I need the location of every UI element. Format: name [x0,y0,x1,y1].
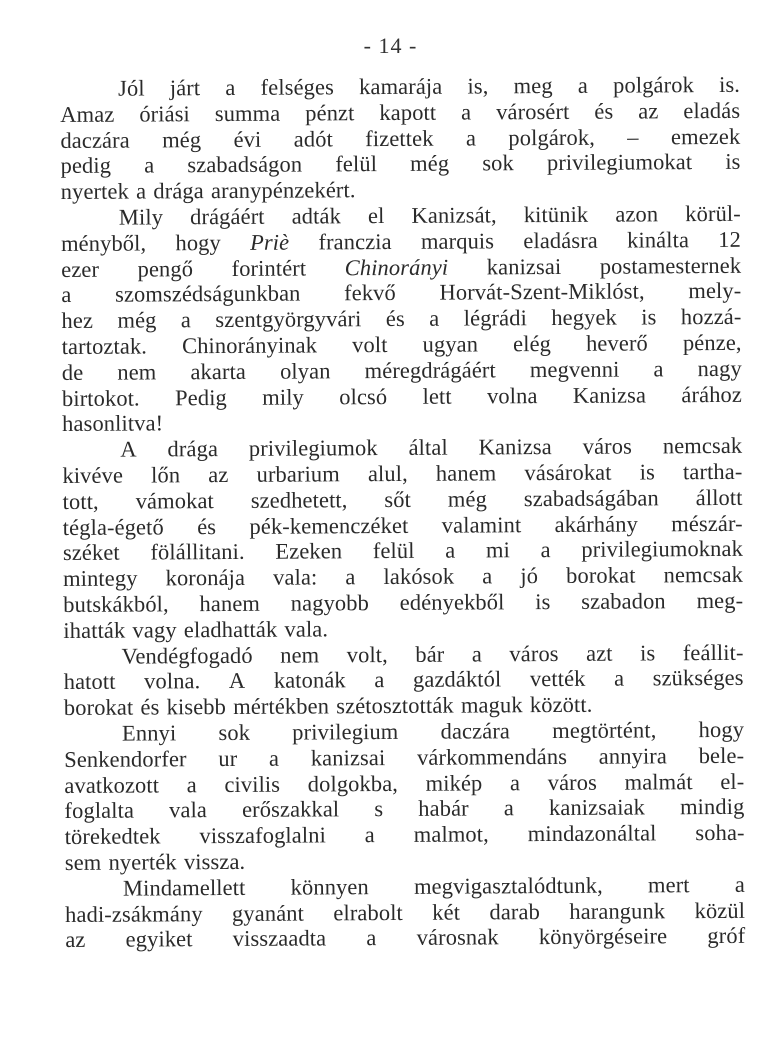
word: ihatták [63,617,126,643]
word: nemcsak [662,432,743,459]
word: mindig [679,794,745,820]
word: elég [513,330,552,357]
word: privilegiumokat [546,149,693,176]
word: és [594,98,614,124]
word: koronája [165,565,246,591]
word: visszaadta [232,925,327,952]
word: a [540,537,551,563]
word: pengő [137,255,194,282]
word: a [180,307,192,333]
word: szabadságon [187,151,303,178]
text-line-words [61,278,741,308]
word: mily [262,384,304,410]
word: Kanizsa [572,381,647,408]
word: nem [117,359,157,385]
word: Mindamellett [122,874,246,901]
word: a [577,72,589,98]
word: avatkozott [64,771,160,798]
word: A [120,436,137,462]
text-line-words [63,536,743,566]
word: alul, [367,460,408,487]
word: mely- [688,278,742,304]
word: hatott [63,669,116,695]
word: – [627,124,639,150]
word: városnak [416,924,499,951]
text-line-words [120,433,742,463]
word: is [641,304,657,330]
word: erőszakkal [241,796,340,823]
word: nagyobb [290,590,370,616]
word: A [228,668,246,694]
word: még [117,307,157,333]
text-line-words [62,381,742,411]
word: a [366,925,377,951]
word: soha- [695,819,745,846]
text-line [62,330,742,360]
text-line-words [63,588,743,618]
word: város [509,640,559,666]
word: a [135,178,147,204]
word: járt [169,75,201,101]
word: tégla-égető [62,513,164,540]
word: az [208,461,229,488]
word: fizettek [365,125,434,151]
text-line-words [65,923,745,953]
word: vásárokat [524,459,612,486]
word: hegyek [551,304,617,331]
word: még [447,486,487,512]
word: volna [486,382,538,408]
word: mikép [425,769,483,796]
word: egyiket [125,926,193,952]
word: felül [335,151,378,177]
word: butskákból, [63,591,169,617]
word: szomszédságunkban [114,280,301,308]
word: Ezeken [275,538,343,565]
word: Jól [117,75,145,101]
word: gazdáktól [412,666,502,693]
text-line [62,381,742,411]
word: a [461,99,472,125]
word: mindazonáltal [527,820,657,847]
word: vissza. [183,848,246,875]
word: is [725,149,741,175]
word: törekedtek [64,823,161,850]
word: város [582,433,633,459]
word: akarta [190,358,247,384]
word: feállit- [682,639,744,665]
word: eladás [683,97,741,123]
word: bár [415,641,445,667]
word: borokat [63,694,134,721]
word: között. [529,691,593,718]
text-line-words [123,872,745,902]
text-line [61,278,741,308]
word: sem [64,849,102,875]
word: nemcsak [663,561,744,588]
word: hanem [199,590,261,617]
word: szentgyörgyvári [215,306,362,333]
word: mészár- [671,510,743,536]
word: harangunk [569,897,666,924]
word: a [509,769,521,795]
word: könyörgéseire [538,923,668,950]
word: lett [422,383,452,409]
word: civilis [224,771,281,797]
word: meg [513,72,553,99]
word: Ennyi [121,720,177,746]
word: daczára [440,718,511,744]
word: tartoztak. [61,333,148,359]
word: a [61,282,72,308]
word: a [445,537,456,563]
word: gróf [707,923,746,949]
word: azt [586,640,613,666]
word: malmát [624,768,693,795]
text-line [65,820,745,850]
text-line-words [122,717,744,747]
word: sőt [384,486,412,512]
word: méregdrágáért [364,357,496,383]
word: eladásra [523,227,598,253]
word: a [734,871,745,897]
word: a [465,125,477,151]
word: ugyan [422,331,479,357]
word: légrádi [463,305,527,331]
text-line-words [121,639,743,669]
text-line-words [119,201,741,231]
text-line [63,536,743,566]
word: polgárok [613,72,694,98]
word: megvigasztalódtunk, [413,872,603,899]
word: drágáért [190,203,265,230]
word: birtokot. [61,385,140,411]
word: a [225,74,236,100]
word: sok [218,719,251,745]
word: is, [467,73,489,99]
word: ményből, [60,230,147,256]
word: könnyen [290,873,369,900]
word: elrabolt [333,899,403,925]
text-line [65,923,745,953]
word: privilegium [292,718,399,745]
word: urbarium [256,461,340,487]
word: katonák [273,667,346,694]
word: az [65,927,86,953]
word: is [640,639,656,665]
word: marquis [420,228,495,254]
word: két [432,899,461,925]
word: summa [214,100,281,126]
word: hogy [175,229,221,256]
word: szabadságában [523,485,659,511]
word: emezek [670,123,741,149]
word: szükséges [652,665,744,691]
word: körül- [685,200,741,227]
word: Amaz [60,101,115,127]
word: a [482,563,493,589]
word: árához [681,381,743,407]
word: kinálta [626,226,690,253]
word: ur [218,745,238,771]
text-line-words [62,330,742,360]
word: privilegiumok [248,435,378,462]
word: Horvát-Szent-Miklóst, [439,278,645,306]
text-line [60,149,740,179]
word: közül [694,897,746,923]
word: állott [695,484,743,510]
word: forintért [231,255,307,281]
word: borokat [566,562,636,589]
word: darab [489,898,540,924]
word: nyertek [60,178,129,205]
word: kitünik [523,201,589,228]
word: jó [520,563,539,589]
word: is [535,588,551,615]
word: foglalta [64,797,135,824]
word: a [503,795,514,821]
word: privilegiumoknak [581,536,743,563]
word: kisebb [166,694,227,720]
word: városért [496,98,570,125]
body-text [60,72,745,953]
word: meg- [696,587,744,614]
word: mert [647,871,690,898]
word: szétosztották [336,692,454,719]
word: dolgokba, [307,770,399,797]
text-line [63,485,743,515]
word: Vendégfogadó [121,642,253,669]
word: hozzá- [680,304,742,330]
word: a [429,305,440,331]
word: a [613,665,625,691]
word: Mily [118,204,164,230]
word: hogy [698,716,745,743]
word: által [408,434,448,461]
word: lakósok [383,563,455,590]
page-number: - 14 - [363,33,418,58]
text-line-words [63,485,743,515]
word: is [639,459,655,485]
word: el [367,203,385,229]
word: vámokat [135,487,214,514]
word: vették [529,666,586,692]
word: nem [280,641,320,668]
word: akárhány [554,511,638,537]
word: kanizsai [310,744,386,771]
word: franczia [318,228,392,255]
word: pék-kemenczéket [249,512,409,539]
word: de [61,359,84,385]
word: hadi-zsákmány [65,900,203,927]
text-line [63,588,743,618]
word: hanem [435,460,497,486]
word: a [345,564,356,590]
word: 12 [718,226,742,252]
word: és [140,694,160,720]
word: malmot, [413,821,489,847]
word: Kanizsát, [411,202,497,228]
word: mintegy [62,565,138,592]
word: Chinorányi [344,254,449,280]
word: adót [293,125,333,152]
word: a [364,822,375,848]
word: tott, [62,488,99,514]
word: kivéve [62,462,124,488]
word: és [197,513,217,539]
word: s [374,796,384,822]
word: évi [233,126,262,152]
word: a [653,356,664,382]
word: fekvő [344,280,396,306]
word: olyan [279,358,331,384]
word: olcsó [339,383,388,409]
word: is. [718,71,741,97]
word: habár [418,795,469,822]
word: mértékben [233,693,330,720]
word: pedig [60,153,112,179]
word: még [410,151,450,177]
word: tartha- [682,458,743,485]
word: pénzt [305,99,355,126]
word: a [471,640,482,667]
word: Senkendorfer [64,745,187,772]
word: gyanánt [231,900,305,926]
word: valamint [441,511,522,538]
word: szabadon [581,588,666,614]
word: és [385,306,405,332]
word: fölállitani. [150,539,245,565]
text-line-words [118,72,740,102]
word: nagy [697,355,742,381]
word: a [186,771,197,797]
word: a [144,152,155,178]
text-line-words [65,820,745,850]
word: azon [615,201,659,227]
word: sok [482,150,514,176]
word: megvenni [529,356,620,382]
word: pénze, [682,329,742,356]
word: edényekből [399,589,505,615]
word: hasonlitva! [62,410,164,437]
word: az [638,98,659,124]
word: óriási [139,101,190,127]
word: felül [372,538,415,564]
word: várkommendáns [416,743,568,770]
word: város [547,769,598,795]
word: Pedig [175,384,227,410]
word: Kanizsa [478,434,552,460]
text-line [63,639,743,669]
word: kapott [379,99,437,125]
word: megtörtént, [552,717,657,743]
word: polgárok, [508,124,595,150]
word: lőn [151,462,181,488]
word: hez [61,307,94,334]
word: volna. [144,668,201,694]
word: ezer [61,256,100,282]
word: széket [62,539,120,566]
word: annyira [598,743,668,769]
word: postamesternek [599,252,742,279]
word: Chinorányinak [181,332,318,359]
word: daczára [60,127,130,153]
word: kanizsai [486,253,562,279]
text-line-words [60,149,740,179]
word: Priè [249,229,290,255]
word: aranypénzekért. [210,177,356,204]
word: vala. [284,616,329,642]
word: nyerték [108,849,177,875]
word: a [268,745,280,771]
word: visszafoglalni [199,822,326,849]
word: a [374,667,385,693]
word: heverő [585,330,648,356]
word: volt, [346,641,388,667]
word: maguk [460,692,523,718]
word: kamarája [359,73,443,100]
word: még [162,126,202,152]
word: vagy [132,617,177,643]
word: szedhetett, [250,487,348,513]
word: kanizsaiak [548,794,646,821]
word: felséges [260,74,334,100]
word: eladhatták [183,616,278,642]
word: el- [720,768,745,794]
word: vala: [273,564,318,590]
word: drága [167,436,219,462]
word: vala [169,797,208,823]
word: mi [485,537,510,563]
word: volt [352,331,388,358]
word: bele- [698,742,745,768]
word: adták [291,203,341,229]
word: drága [153,178,204,204]
